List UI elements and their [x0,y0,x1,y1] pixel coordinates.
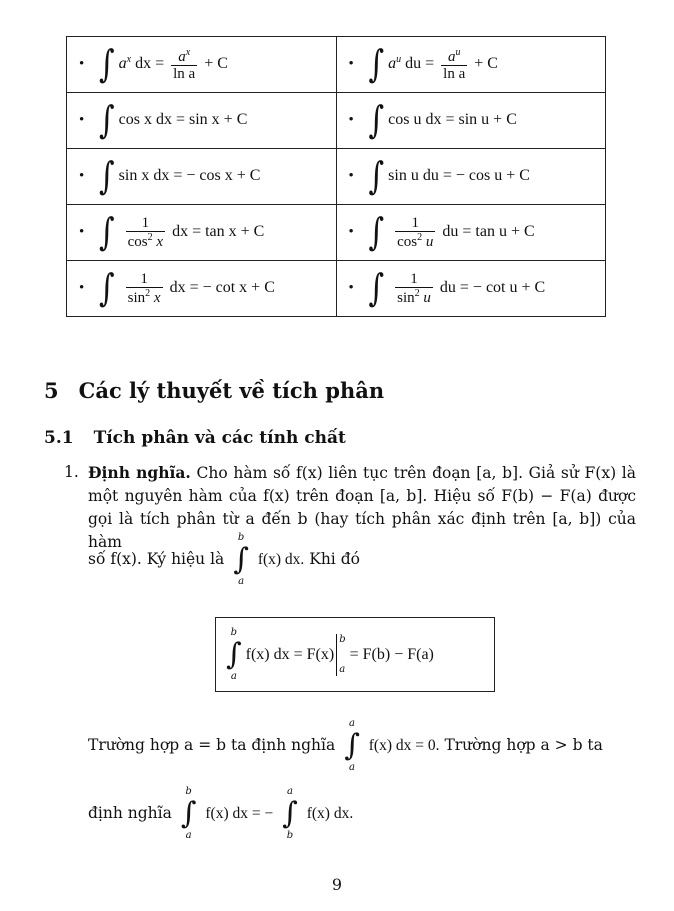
rhs-tail: + C [204,55,228,73]
definition-text: Cho hàm số f(x) liên tục trên đoạn [a, b]. Giả sử F(x) là một nguyên hàm của f(x) trên đoạn [a, b]. Hiệu số F(b) − F(a) được gọi là tích phân từ a đến b (hay tích phân xác định trên [a, b]) của hàm [88,464,636,551]
definite-integral-sign: b ∫ a [180,786,197,841]
den-func: sin [397,290,415,306]
table-cell: • ∫ sin x dx = − cos x + C [67,149,337,205]
rhs-tail: + C [474,55,498,73]
subsection-heading [44,428,346,448]
notation-end: Khi đó [309,550,360,568]
definition-term: Định nghĩa. [88,463,191,482]
fraction [126,271,163,307]
table-row [67,37,606,93]
num-exp: x [185,46,191,58]
section-number: 5 [44,378,59,403]
bullet: • [79,280,85,297]
integrand-base: a [388,55,397,73]
bullet: • [79,56,85,73]
table-cell: • ∫ cos x dx = sin x + C [67,93,337,149]
numerator: 1 [395,271,433,289]
bullet: • [348,280,354,297]
table-cell: • ∫ $\frac{1}{\cos^2 x}$ dx = tan x + C [67,205,337,261]
integral-formula-table [66,36,606,317]
definite-integral-sign: b ∫ a [233,532,249,587]
denominator: ln a [443,66,466,82]
den-var: x [156,234,164,250]
num-base: a [178,48,186,65]
integrand-base: a [118,55,127,73]
integrand-exp: u [396,54,402,66]
bullet: • [348,56,354,73]
upper-limit: a [286,786,293,797]
table-row [67,205,606,261]
formula-text: cos x dx = sin x + C [118,111,248,129]
case-integrand: f(x) dx = 0. [368,737,440,754]
table-cell: • ∫ cos u dx = sin u + C [336,93,606,149]
bullet: • [348,168,354,185]
formula-text: sin x dx = − cos x + C [118,167,261,185]
table-cell: • ∫ $\frac{1}{\sin^2 u}$ du = − cot u + C [336,261,606,317]
den-var: x [153,290,161,306]
den-exp: 2 [414,288,420,299]
table-cell: • ∫ $\frac{1}{\sin^2 x}$ dx = − cot x + C [67,261,337,317]
den-func: sin [127,290,146,306]
eval-upper: b [339,633,346,645]
den-var: u [423,290,431,306]
definite-integral-sign: b ∫ a [226,626,242,682]
upper-limit: b [185,786,192,797]
boxed-result: = F(b) − F(a) [349,645,434,663]
denominator: ln a [173,66,196,82]
fraction [441,47,467,83]
num-exp: u [455,46,461,58]
boxed-formula [215,617,495,692]
list-item-number: 1. [64,463,79,481]
bullet: • [79,168,85,185]
case-integrand: f(x) dx. [306,805,354,822]
formula-text: cos u dx = sin u + C [388,111,517,129]
table-cell: • ∫ $a^x$ dx = $\frac{a^x}{\text{ln a}}$ + C [67,37,337,93]
lower-limit: a [230,670,237,682]
notation-text: số f(x). Ký hiệu là [88,550,225,568]
formula-tail: du = tan u + C [442,223,535,241]
fraction [171,47,197,83]
definite-integral-sign: a ∫ a [344,718,360,773]
bullet: • [79,224,85,241]
case-paragraph-line2 [88,786,636,842]
section-heading [44,378,384,403]
fraction [395,271,433,307]
numerator: 1 [126,215,165,233]
fraction [126,215,165,251]
formula-tail: dx = − cot x + C [169,279,275,297]
den-func: cos [397,234,418,250]
den-exp: 2 [417,232,423,243]
den-var: u [425,234,434,250]
definite-integral-sign: a ∫ b [282,786,298,841]
notation-integrand: f(x) dx. [257,551,305,568]
num-base: a [447,48,456,65]
integrand-exp: x [126,54,132,66]
upper-limit: b [230,626,238,638]
bullet: • [348,224,354,241]
den-exp: 2 [147,232,153,243]
fraction [395,215,435,251]
numerator: 1 [395,215,435,233]
differential: du [405,55,422,73]
table-cell: • ∫ $a^u$ du = $\frac{a^u}{\text{ln a}}$ + C [336,37,606,93]
subsection-title: Tích phân và các tính chất [93,428,346,448]
upper-limit: a [349,718,355,729]
den-exp: 2 [145,288,151,299]
section-title: Các lý thuyết về tích phân [78,378,385,403]
den-func: cos [127,234,148,250]
page-number: 9 [331,875,343,894]
notation-line [88,532,636,588]
evaluation-bar [336,634,345,676]
table-row [67,149,606,205]
table-cell: • ∫ sin u du = − cos u + C [336,149,606,205]
upper-limit: b [237,532,245,543]
lower-limit: b [286,830,294,841]
numerator: 1 [126,271,163,289]
table-row [67,93,606,149]
lower-limit: a [349,762,355,773]
case-integrand: f(x) dx = − [205,805,274,822]
lower-limit: a [185,830,192,841]
bullet: • [348,112,354,129]
lower-limit: a [238,576,245,587]
case-text: định nghĩa [88,804,172,822]
case-text: Trường hợp a > b ta [444,736,603,754]
formula-text: sin u du = − cos u + C [388,167,530,185]
case-paragraph-line1 [88,718,636,774]
formula-tail: du = − cot u + C [439,279,546,297]
subsection-number: 5.1 [44,428,74,448]
bullet: • [79,112,85,129]
boxed-integrand: f(x) dx = F(x) [245,645,335,663]
formula-tail: dx = tan x + C [172,223,265,241]
table-cell: • ∫ $\frac{1}{\cos^2 u}$ du = tan u + C [336,205,606,261]
differential: dx [135,55,152,73]
table-row [67,261,606,317]
eval-lower: a [339,663,346,675]
case-text: Trường hợp a = b ta định nghĩa [88,736,336,754]
